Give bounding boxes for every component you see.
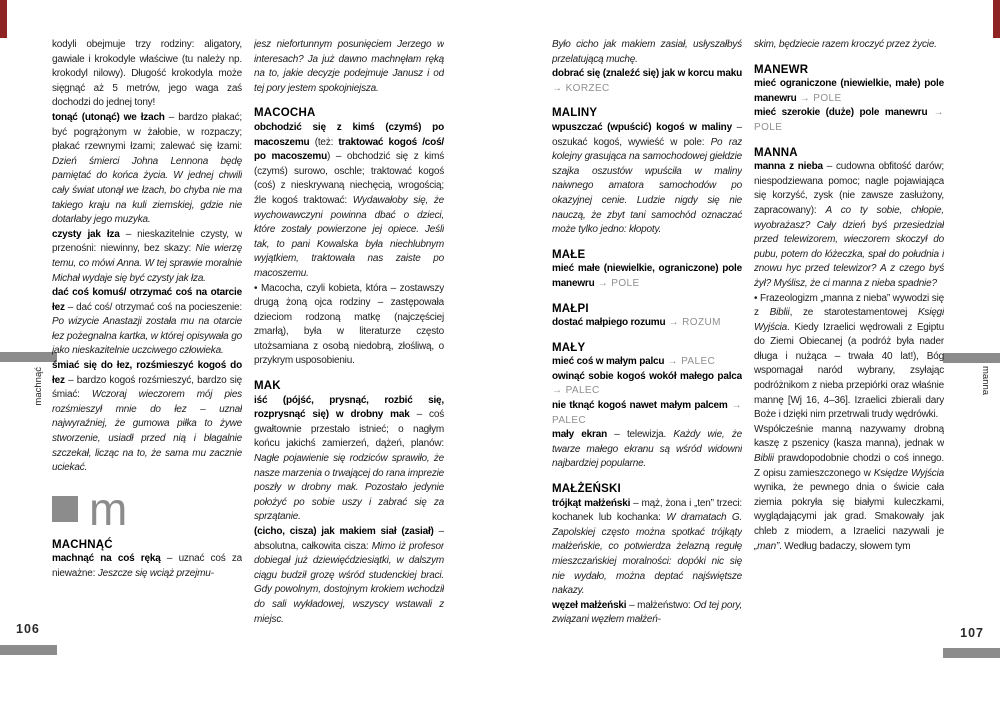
phrase: wpuszczać (wpuścić) kogoś w maliny [552, 121, 732, 133]
phrase: węzeł małżeński [552, 599, 627, 611]
definition: • Frazeologizm „manna z nieba” wywodzi się z [754, 292, 944, 319]
definition: – dać coś/ otrzymać coś na pocieszenie: [64, 301, 242, 313]
headword [552, 482, 742, 497]
page-number-bar-right [943, 648, 1000, 658]
phrase: mieć małe (niewielkie, ograniczone) pole manewru [552, 263, 742, 289]
headword [254, 106, 444, 121]
definition: kodyli obejmuje trzy rodziny: aligatory, gawiale i krokodyle właściwe (tu należy np. krokodyl nilowy). Długość krokodyla może sięgnąć aż 5 metrów, jego waga zaś dochodzi do jednej tony! [52, 39, 242, 109]
example: Wczoraj wieczorem mój pies rozśmieszył mnie do łez – uznał najwyraźniej, że gumowa piłka to żywe stworzenie, usiadł przed nią i błagalnie szczekał, licząc na to, że sama mu zacznie uciekać. [52, 389, 242, 474]
dictionary-entry [552, 497, 742, 599]
phrase: machnąć na coś ręką [52, 553, 161, 565]
alphabet-register-mark-right [993, 0, 1000, 38]
cross-reference: → POLE [594, 277, 640, 289]
dictionary-entry [254, 38, 444, 96]
phrase: MAŁPI [552, 302, 589, 315]
dictionary-entry [254, 282, 444, 370]
phrase: mieć ograniczone (niewielkie, małe) pole manewru [754, 78, 944, 104]
dictionary-entry [52, 111, 242, 228]
phrase: owinąć sobie kogoś wokół małego palca [552, 370, 742, 382]
dictionary-entry [552, 121, 742, 238]
definition: – cudowna obfitość darów; niespodziewana pomoc; nagle pojawiająca się korzyść, zysk (nie zawsze zasłużony, zapracowany): [754, 161, 944, 216]
headword [52, 538, 242, 553]
phrase: mieć szerokie (duże) pole manewru [754, 107, 928, 119]
definition: (też: [314, 136, 339, 148]
phrase: tonąć (utonąć) we łzach [52, 111, 165, 123]
phrase: traktować kogoś /coś/ po macoszemu [254, 136, 444, 163]
alphabet-register-mark-left [0, 0, 7, 38]
thumb-tab-bar-right [943, 353, 1000, 363]
dictionary-entry [754, 106, 944, 135]
example: A co ty sobie, chłopie, wyobrażasz? Cały dzień byś przesiedział przed telewizorem, wieczorem skoczył do pubu, potem do łóżeczka, spał do południa i znowu hyc przed telewizor? A z czego byś żył? Myślisz, że ci manna z nieba spadnie? [754, 204, 944, 289]
phrase: obchodzić się z kimś (czymś) po macoszemu [254, 121, 444, 148]
phrase: MAŁY [552, 341, 586, 354]
phrase: MANNA [754, 146, 798, 159]
dictionary-entry [552, 428, 742, 472]
example: Dzień śmierci Johna Lennona będę pamiętać do końca życia. W jednej chwili cały świat utonął we łzach, bo chyba nie ma takiego kraju na kuli ziemskiej, gdzie nie dotarłaby jego muzyka. [52, 155, 242, 226]
definition: – coś gwałtownie przestało istnieć; o nagłym końcu jakichś zamierzeń, dążeń, planów: [254, 409, 444, 450]
phrase: dostać małpiego rozumu [552, 317, 666, 329]
cross-reference: → PALEC [664, 356, 716, 368]
headword [552, 106, 742, 121]
example: „man” [754, 540, 780, 552]
definition: wynika, że pewnego dnia o świcie cała ziemia pokryła się białymi kuleczkami, wyglądającymi jak grad. Smakowały jak chleb z miodem, a Izraelici nazywali je [754, 482, 944, 537]
text-column [52, 38, 242, 672]
definition: – uznać coś za nieważne: [52, 553, 242, 579]
headword [754, 63, 944, 78]
phrase: MALINY [552, 107, 598, 120]
thumb-tab-label-left: machnąć [33, 367, 44, 406]
definition: ) – obchodzić się z kimś (czymś) surowo, oschle; traktować kogoś (coś) z nieskrywaną niechęcią, wrogością; źle kogoś traktować: [254, 151, 444, 206]
dictionary-entry [754, 38, 944, 53]
text-column [552, 38, 742, 672]
definition: – nieskazitelnie czysty, w przenośni: niewinny, bez skazy: [52, 228, 242, 255]
phrase: MAŁŻEŃSKI [552, 483, 621, 496]
phrase: dać coś komuś/ otrzymać coś na otarcie łez [52, 287, 242, 313]
dictionary-entry [552, 355, 742, 370]
definition: – bardzo płakać; być pogrążonym w żałobie, w rozpaczy; płakać rzewnymi łzami; zalewać się łzami: [52, 111, 242, 153]
phrase: mały ekran [552, 429, 607, 441]
dictionary-entry [552, 599, 742, 628]
dictionary-entry [254, 121, 444, 282]
example: jesz niefortunnym posunięciem Jerzego w interesach? Ja już dawno machnęłam ręką na to, jakie decyzje podejmuje Janusz i od tej pory jestem spokojniejsza. [254, 39, 444, 94]
cross-reference: → POLE [796, 92, 842, 104]
section-letter: m [89, 482, 128, 535]
definition: prawdopodobnie chodzi o coś innego. Z opisu zamieszczonego w [754, 453, 944, 479]
phrase: MANEWR [754, 63, 809, 76]
page-number-left: 106 [16, 622, 40, 636]
dictionary-entry [52, 359, 242, 476]
example: Nie wierzę temu, co mówi Anna. W tej sprawie moralnie Michał wydaje się być czysty jak łza. [52, 243, 242, 284]
example: Wydawałoby się, że wychowawczyni powinna dbać o dzieci, które zostały powierzone jej opiece. Jeśli tak, to pani Kowalska była niechlubnym wyjątkiem, traktowała nas zaiste po macoszemu. [254, 194, 444, 279]
phrase: nie tknąć kogoś nawet małym palcem [552, 400, 728, 412]
dictionary-entry [754, 292, 944, 423]
cross-reference: → KORZEC [552, 82, 610, 94]
dictionary-entry [52, 286, 242, 359]
dictionary-entry [52, 38, 242, 111]
dictionary-entry [254, 525, 444, 627]
phrase: mieć coś w małym palcu [552, 356, 665, 368]
example: Od tej pory, związani węzłem małżeń- [552, 599, 742, 626]
phrase: MAŁE [552, 248, 586, 261]
dictionary-entry [52, 228, 242, 286]
page-number-right: 107 [960, 626, 984, 640]
example: Każdy wie, że twarze małego ekranu są wśród widowni najbardziej popularne. [552, 429, 742, 470]
example: W dramatach G. Zapolskiej często można spotkać trójkąty małżeńskie, co potwierdza żelazną regułę mieszczańskiej moralności: dopóki nic się nie wydało, można deptać najświętsze nakazy. [552, 512, 742, 597]
dictionary-entry [552, 67, 742, 96]
cross-reference: → POLE [754, 107, 944, 133]
definition: – mąż, żona i „ten” trzeci: kochanek lub kochanka: [552, 497, 742, 524]
phrase: MACOCHA [254, 107, 316, 120]
thumb-tab-label-right: manna [980, 366, 991, 396]
definition: . Kiedy Izraelici wędrowali z Egiptu do Ziemi Obiecanej (a podróż była nader długa i nużąca – trwała 40 lat!), Bóg wspomagał naród wybrany, zsyłając podróżnikom z nieba przepiórki oraz właśnie mannę [Wj 16, 4–36]. Izraelici zbierali dary Boże i dzięki nim przetrwali trudy wędrówki. [754, 321, 944, 421]
cross-reference: → PALEC [552, 385, 600, 397]
thumb-tab-bar-left [0, 352, 57, 362]
text-column [254, 38, 444, 672]
dictionary-entry [754, 77, 944, 106]
phrase: dobrać się (znaleźć się) jak w korcu maku [552, 68, 742, 80]
page-number-bar-left [0, 645, 57, 655]
dictionary-entry [52, 552, 242, 581]
definition: Współcześnie manną nazywamy drobną kaszę z pszenicy (kasza manna), jednak w [754, 423, 944, 450]
dictionary-entry [552, 38, 742, 67]
phrase: (cicho, cisza) jak makiem siał (zasiał) [254, 526, 434, 537]
definition: – telewizja. [607, 429, 674, 441]
headword [552, 248, 742, 263]
cross-reference: → ROZUM [665, 317, 721, 329]
headword [552, 341, 742, 356]
section-square-icon [52, 496, 78, 522]
dictionary-entry [552, 370, 742, 399]
example: Mimo iż profesor dobiegał już dziewięćdziesiątki, w dalszym ciągu budził grozę wśród studenckiej braci. Gdy powolnym, dostojnym krokiem wchodził do sali wykładowej, wszyscy wstawali z miejsc. [254, 540, 444, 625]
definition: • Macocha, czyli kobieta, która – zostawszy drugą żoną ojca rodziny – zastępowała dzieciom rodzoną matkę (najczęściej zmarłą), była w literaturze często utożsamiana z osobą niedobrą, złośliwą, o przykrym usposobieniu. [254, 282, 444, 367]
cross-reference: → PALEC [552, 400, 742, 426]
definition: – bardzo kogoś rozśmieszyć, bardzo się śmiać: [52, 374, 242, 401]
example: skim, będziecie razem kroczyć przez życie. [754, 39, 937, 50]
dictionary-entry [254, 394, 444, 525]
dictionary-entry [552, 316, 742, 331]
example: Po raz kolejny grasująca na samochodowej giełdzie szajka oszustów wpuściła w maliny naiwnego amatora samochodów po okazyjnej cenie. Ludzie nigdy się nie nauczą, że zbyt tani samochód oznaczać może tylko jedno: kłopoty. [552, 136, 742, 236]
phrase: trójkąt małżeński [552, 497, 631, 509]
example: Księgi Wyjścia [754, 307, 944, 333]
dictionary-entry [754, 423, 944, 554]
phrase: iść (pójść, prysnąć, rozbić się, rozprysnąć się) w drobny mak [254, 394, 444, 421]
headword [754, 146, 944, 161]
text-column [754, 38, 944, 672]
headword [552, 302, 742, 317]
headword [254, 379, 444, 394]
example: Po wizycie Anastazji została mu na otarcie łez pożegnalna kartka, w której opisywała go jako nieskazitelnie uczciwego człowieka. [52, 316, 242, 357]
example: Biblii [769, 307, 790, 319]
phrase: MACHNĄĆ [52, 538, 113, 551]
example: Było cicho jak makiem zasiał, usłyszałbyś przelatującą muchę. [552, 39, 742, 65]
example: Księdze Wyjścia [873, 467, 944, 479]
example: Biblii [754, 453, 774, 465]
phrase: manna z nieba [754, 161, 823, 173]
phrase: MAK [254, 380, 281, 393]
definition: , ze starotestamentowej [789, 307, 918, 319]
phrase: czysty jak łza [52, 228, 120, 240]
phrase: śmiać się do łez, rozśmieszyć kogoś do łez [52, 360, 242, 386]
section-marker [52, 482, 242, 535]
dictionary-entry [754, 160, 944, 291]
dictionary-entry [552, 262, 742, 291]
dictionary-entry [552, 399, 742, 428]
example: Jeszcze się wciąż przejmu- [97, 568, 214, 579]
definition: . Według badaczy, słowem tym [779, 540, 911, 552]
definition: – absolutna, całkowita cisza: [254, 526, 444, 552]
definition: – małżeństwo: [626, 599, 694, 611]
definition: – oszukać kogoś, wywieść w pole: [552, 121, 742, 148]
example: Nagłe pojawienie się rodziców sprawiło, że nasze marzenia o trwającej do rana imprezie poszły w drobny mak. Pozostało jedynie położyć po sobie uszy i zabrać się za sprzątanie. [254, 453, 444, 523]
